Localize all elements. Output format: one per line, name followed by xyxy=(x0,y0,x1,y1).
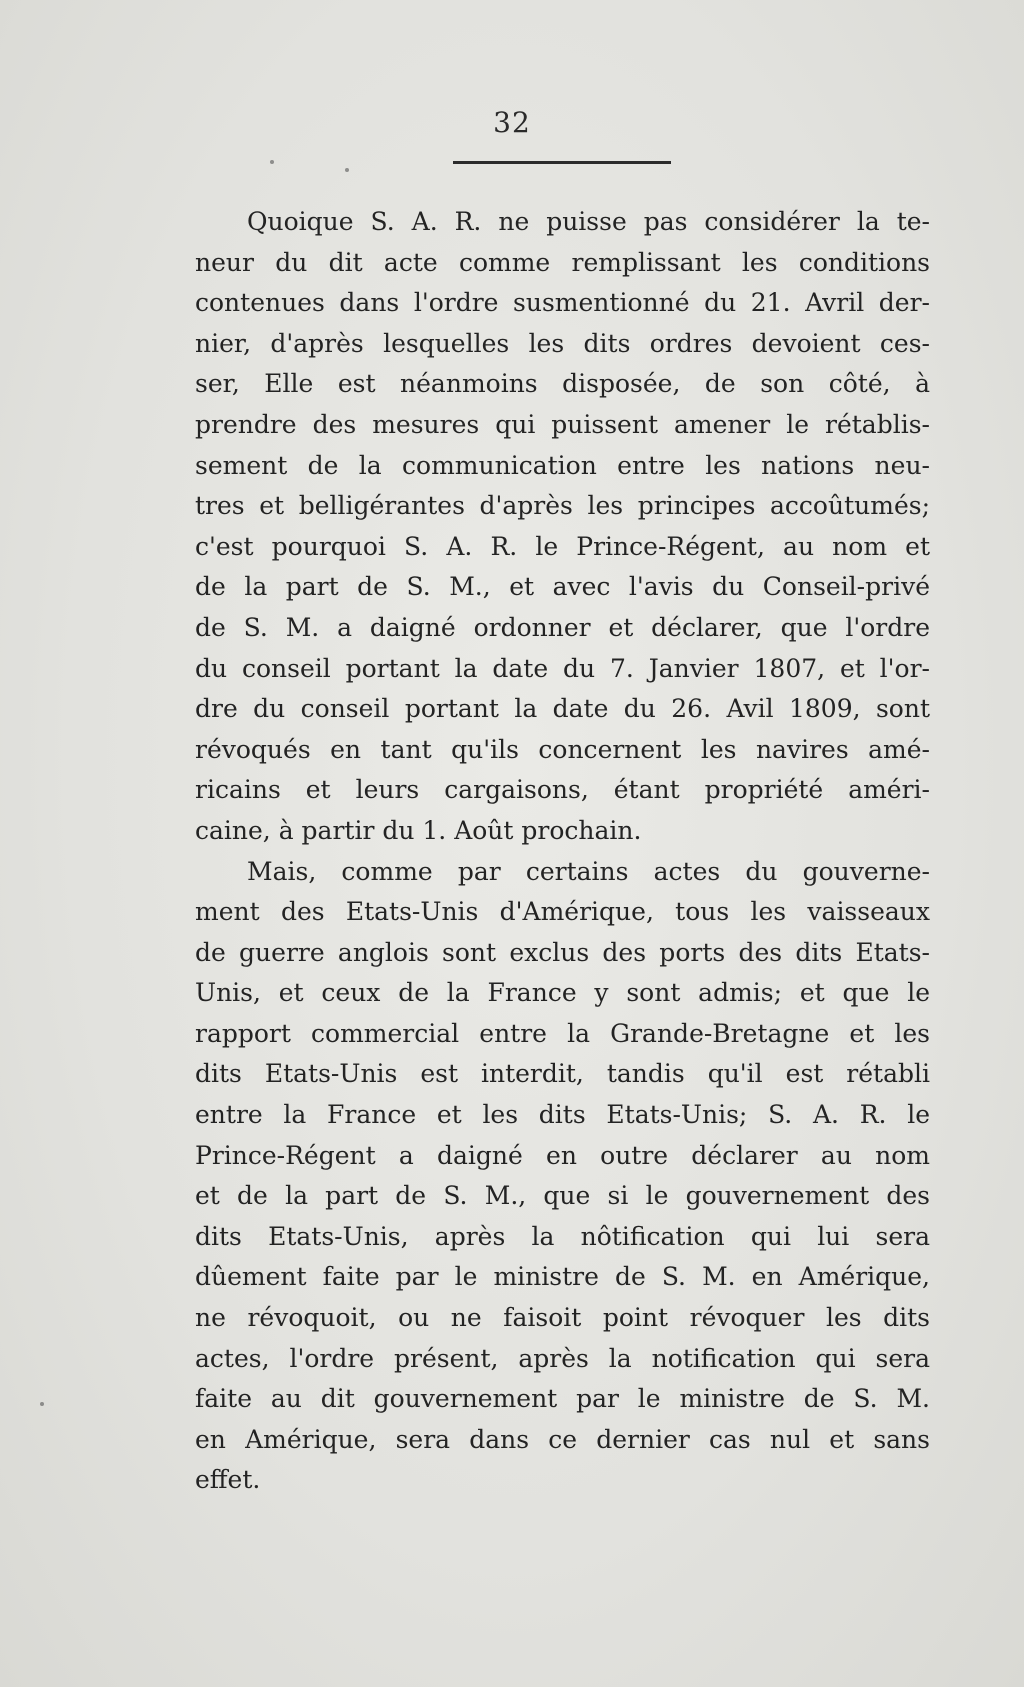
paper-speck xyxy=(40,1402,44,1406)
header-rule xyxy=(453,161,671,164)
paragraph-2 xyxy=(195,852,930,1502)
paper-speck xyxy=(345,168,349,172)
text-line: de S. M. a daigné ordonner et déclarer, que l'ordre xyxy=(195,612,930,642)
text-line: ser, Elle est néanmoins disposée, de son côté, à xyxy=(195,369,930,399)
text-line: faite au dit gouvernement par le ministre de S. M. xyxy=(195,1384,930,1414)
text-line: dits Etats-Unis, après la nôtification qui lui sera xyxy=(195,1221,930,1251)
text-line: prendre des mesures qui puissent amener le rétablis- xyxy=(195,409,930,439)
text-line: contenues dans l'ordre susmentionné du 21. Avril der- xyxy=(195,288,930,318)
text-line: rapport commercial entre la Grande-Bretagne et les xyxy=(195,1018,930,1048)
text-line: tres et belligérantes d'après les principes accoûtumés; xyxy=(195,491,930,521)
text-line: dre du conseil portant la date du 26. Avil 1809, sont xyxy=(195,694,930,724)
text-line: neur du dit acte comme remplissant les conditions xyxy=(195,247,930,277)
text-line: dûement faite par le ministre de S. M. en Amérique, xyxy=(195,1262,930,1292)
text-line: actes, l'ordre présent, après la notification qui sera xyxy=(195,1343,930,1373)
text-line: en Amérique, sera dans ce dernier cas nul et sans xyxy=(195,1424,930,1454)
text-line: de la part de S. M., et avec l'avis du Conseil-privé xyxy=(195,572,930,602)
text-line: de guerre anglois sont exclus des ports des dits Etats- xyxy=(195,937,930,967)
text-line: entre la France et les dits Etats-Unis; S. A. R. le xyxy=(195,1100,930,1130)
text-line: du conseil portant la date du 7. Janvier 1807, et l'or- xyxy=(195,653,930,683)
text-line: ne révoquoit, ou ne faisoit point révoquer les dits xyxy=(195,1303,930,1333)
paragraph-1 xyxy=(195,202,930,852)
text-line: dits Etats-Unis est interdit, tandis qu'il est rétabli xyxy=(195,1059,930,1089)
text-line: Quoique S. A. R. ne puisse pas considérer la te- xyxy=(247,207,930,236)
text-line: c'est pourquoi S. A. R. le Prince-Régent, au nom et xyxy=(195,531,930,561)
text-line: Mais, comme par certains actes du gouverne- xyxy=(247,856,930,886)
text-line: sement de la communication entre les nations neu- xyxy=(195,450,930,480)
text-line: révoqués en tant qu'ils concernent les navires amé- xyxy=(195,734,930,764)
paper-speck xyxy=(270,160,274,164)
body-text xyxy=(195,202,930,1501)
page-number: 32 xyxy=(493,106,531,139)
text-line: caine, à partir du 1. Août prochain. xyxy=(195,815,642,845)
text-line: ricains et leurs cargaisons, étant propriété améri- xyxy=(195,775,930,805)
text-line: effet. xyxy=(195,1465,261,1495)
text-line: nier, d'après lesquelles les dits ordres devoient ces- xyxy=(195,328,930,358)
text-line: ment des Etats-Unis d'Amérique, tous les vaisseaux xyxy=(195,897,930,927)
text-line: Unis, et ceux de la France y sont admis; et que le xyxy=(195,978,930,1008)
text-line: Prince-Régent a daigné en outre déclarer au nom xyxy=(195,1140,930,1170)
text-line: et de la part de S. M., que si le gouvernement des xyxy=(195,1181,930,1211)
